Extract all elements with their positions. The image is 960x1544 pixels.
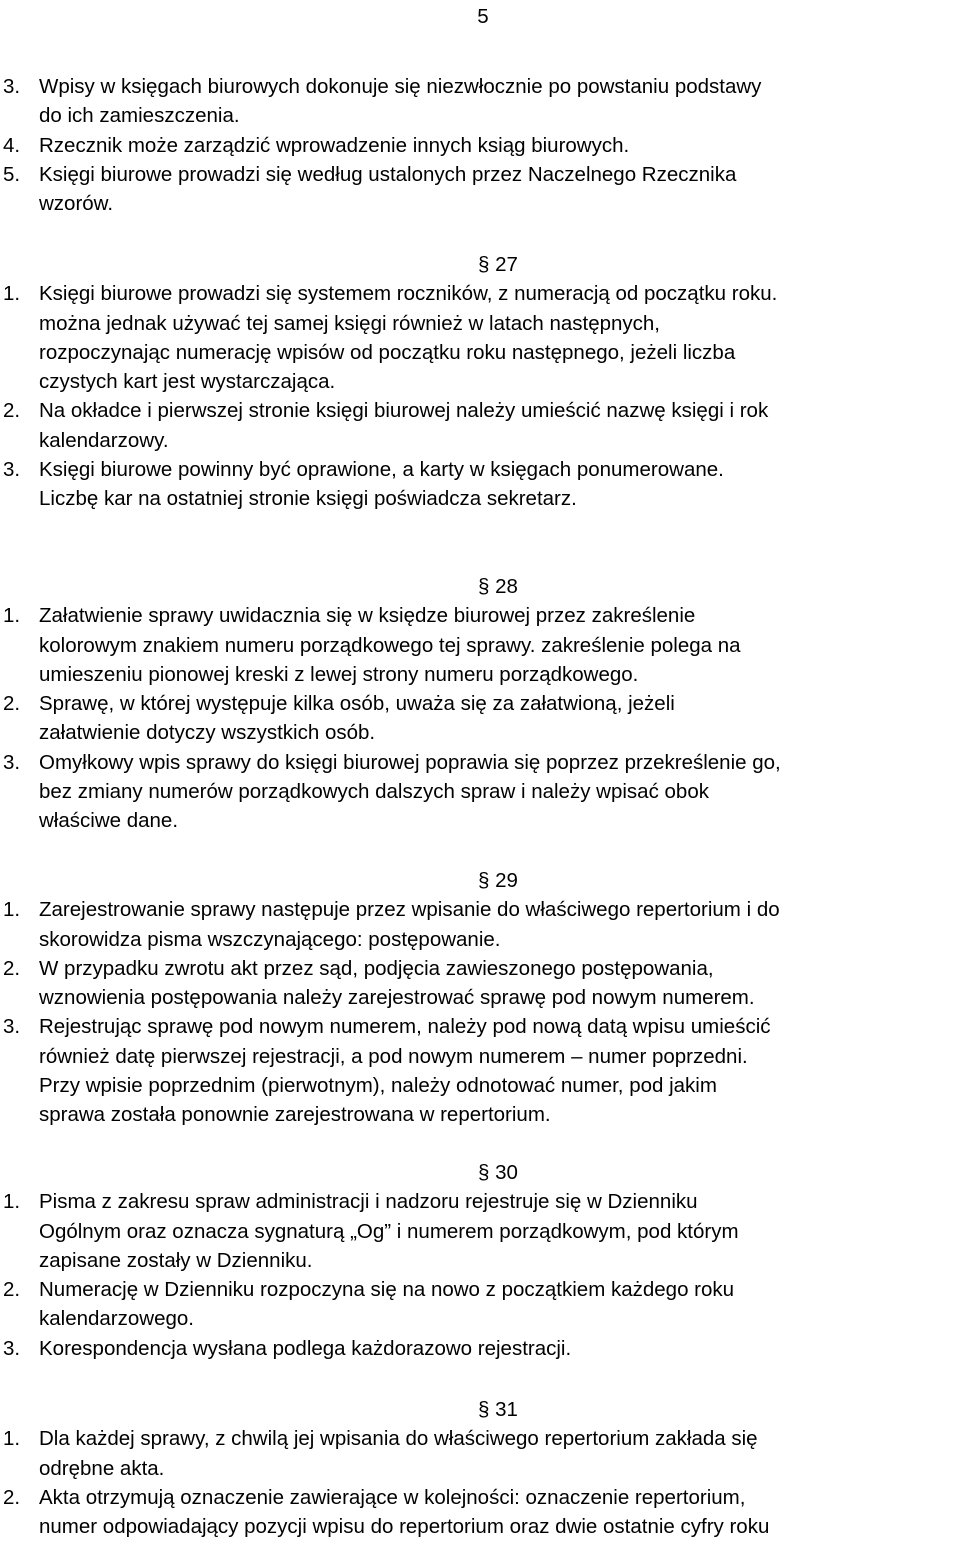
item-text-line: Ogólnym oraz oznacza sygnaturą „Og” i numerem porządkowym, pod którym [39, 1219, 739, 1243]
item-text-line: można jednak używać tej samej księgi również w latach następnych, [39, 311, 660, 335]
item-text-line: Akta otrzymują oznaczenie zawierające w kolejności: oznaczenie repertorium, [39, 1485, 746, 1509]
item-number: 1. [3, 282, 21, 306]
item-text-line: Sprawę, w której występuje kilka osób, uważa się za załatwioną, jeżeli [39, 692, 675, 716]
list-item [0, 1424, 960, 1483]
item-number: 2. [3, 1485, 21, 1509]
item-text-line: Rzecznik może zarządzić wprowadzenie innych ksiąg biurowych. [39, 133, 630, 157]
section-heading: § 28 [478, 575, 518, 598]
list-item [0, 396, 960, 455]
item-text-line: Na okładce i pierwszej stronie księgi biurowej należy umieścić nazwę księgi i rok [39, 399, 769, 423]
item-text-line: Zarejestrowanie sprawy następuje przez wpisanie do właściwego repertorium i do [39, 898, 780, 922]
section-heading: § 31 [478, 1398, 518, 1421]
item-number: 3. [3, 458, 21, 482]
list-item [0, 1275, 960, 1334]
list-item [0, 160, 960, 219]
section-30 [0, 1158, 960, 1363]
item-text-line: właściwe dane. [39, 809, 179, 833]
section-27 [0, 250, 960, 514]
item-number: 3. [3, 1336, 21, 1360]
item-text-line: Księgi biurowe prowadzi się systemem roczników, z numeracją od początku roku. [39, 282, 778, 306]
list-item [0, 72, 960, 131]
item-text-line: Rejestrując sprawę pod nowym numerem, należy pod nową datą wpisu umieścić [39, 1015, 771, 1039]
item-text-line: Załatwienie sprawy uwidacznia się w księdze biurowej przez zakreślenie [39, 604, 696, 628]
item-text-line: umieszeniu pionowej kreski z lewej strony numeru porządkowego. [39, 662, 639, 686]
list-item [0, 895, 960, 954]
item-number: 2. [3, 956, 21, 980]
item-text-line: czystych kart jest wystarczająca. [39, 370, 336, 394]
list-item [0, 1483, 960, 1542]
section-28 [0, 572, 960, 836]
item-number: 3. [3, 750, 21, 774]
item-number: 2. [3, 1278, 21, 1302]
page-number: 5 [477, 5, 489, 28]
list-item [0, 601, 960, 689]
item-text-line: Korespondencja wysłana podlega każdorazowo rejestracji. [39, 1336, 572, 1360]
item-text-line: załatwienie dotyczy wszystkich osób. [39, 721, 376, 745]
item-text-line: wznowienia postępowania należy zarejestrować sprawę pod nowym numerem. [39, 986, 755, 1010]
item-text-line: numer odpowiadający pozycji wpisu do repertorium oraz dwie ostatnie cyfry roku [39, 1515, 770, 1539]
item-text-line: również datę pierwszej rejestracji, a pod nowym numerem – numer poprzedni. [39, 1044, 748, 1068]
item-number: 1. [3, 898, 21, 922]
item-text-line: Pisma z zakresu spraw administracji i nadzoru rejestruje się w Dzienniku [39, 1190, 698, 1214]
section-intro [0, 72, 960, 218]
item-text-line: Wpisy w księgach biurowych dokonuje się niezwłocznie po powstaniu podstawy [39, 75, 762, 98]
list-item [0, 689, 960, 748]
section-29 [0, 866, 960, 1130]
item-text-line: kalendarzowego. [39, 1307, 194, 1331]
item-text-line: Liczbę kar na ostatniej stronie księgi poświadcza sekretarz. [39, 487, 577, 511]
item-text-line: W przypadku zwrotu akt przez sąd, podjęcia zawieszonego postępowania, [39, 956, 714, 980]
item-text-line: Dla każdej sprawy, z chwilą jej wpisania do właściwego repertorium zakłada się [39, 1427, 758, 1451]
item-text-line: Księgi biurowe powinny być oprawione, a karty w księgach ponumerowane. [39, 458, 724, 482]
item-number: 1. [3, 1190, 21, 1214]
item-number: 2. [3, 692, 21, 716]
item-text-line: do ich zamieszczenia. [39, 104, 240, 128]
list-item [0, 1334, 960, 1363]
item-number: 2. [3, 399, 21, 423]
item-number: 5. [3, 162, 21, 186]
item-text-line: Przy wpisie poprzednim (pierwotnym), należy odnotować numer, pod jakim [39, 1074, 717, 1098]
item-text-line: wzorów. [39, 192, 114, 216]
item-number: 3. [3, 1015, 21, 1039]
item-text-line: rozpoczynając numerację wpisów od początku roku następnego, jeżeli liczba [39, 340, 736, 364]
item-text-line: odrębne akta. [39, 1456, 165, 1480]
list-item [0, 131, 960, 160]
list-item [0, 1012, 960, 1129]
item-number: 4. [3, 133, 21, 157]
item-text-line: Księgi biurowe prowadzi się według ustalonych przez Naczelnego Rzecznika [39, 162, 737, 186]
list-item [0, 1187, 960, 1275]
section-31 [0, 1395, 960, 1541]
item-number: 1. [3, 1427, 21, 1451]
list-item [0, 954, 960, 1013]
list-item [0, 279, 960, 396]
section-heading: § 27 [478, 253, 518, 276]
item-number: 3. [3, 75, 21, 98]
item-text-line: Numerację w Dzienniku rozpoczyna się na nowo z początkiem każdego roku [39, 1278, 735, 1302]
list-item [0, 455, 960, 514]
item-text-line: Omyłkowy wpis sprawy do księgi biurowej poprawia się poprzez przekreślenie go, [39, 750, 781, 774]
section-heading: § 29 [478, 869, 518, 892]
item-number: 1. [3, 604, 21, 628]
list-item [0, 748, 960, 836]
item-text-line: skorowidza pisma wszczynającego: postępowanie. [39, 927, 501, 951]
item-text-line: bez zmiany numerów porządkowych dalszych spraw i należy wpisać obok [39, 780, 709, 804]
item-text-line: kolorowym znakiem numeru porządkowego tej sprawy. zakreślenie polega na [39, 633, 741, 657]
item-text-line: sprawa została ponownie zarejestrowana w repertorium. [39, 1103, 551, 1127]
item-text-line: kalendarzowy. [39, 428, 169, 452]
section-heading: § 30 [478, 1161, 518, 1184]
item-text-line: zapisane zostały w Dzienniku. [39, 1248, 313, 1272]
